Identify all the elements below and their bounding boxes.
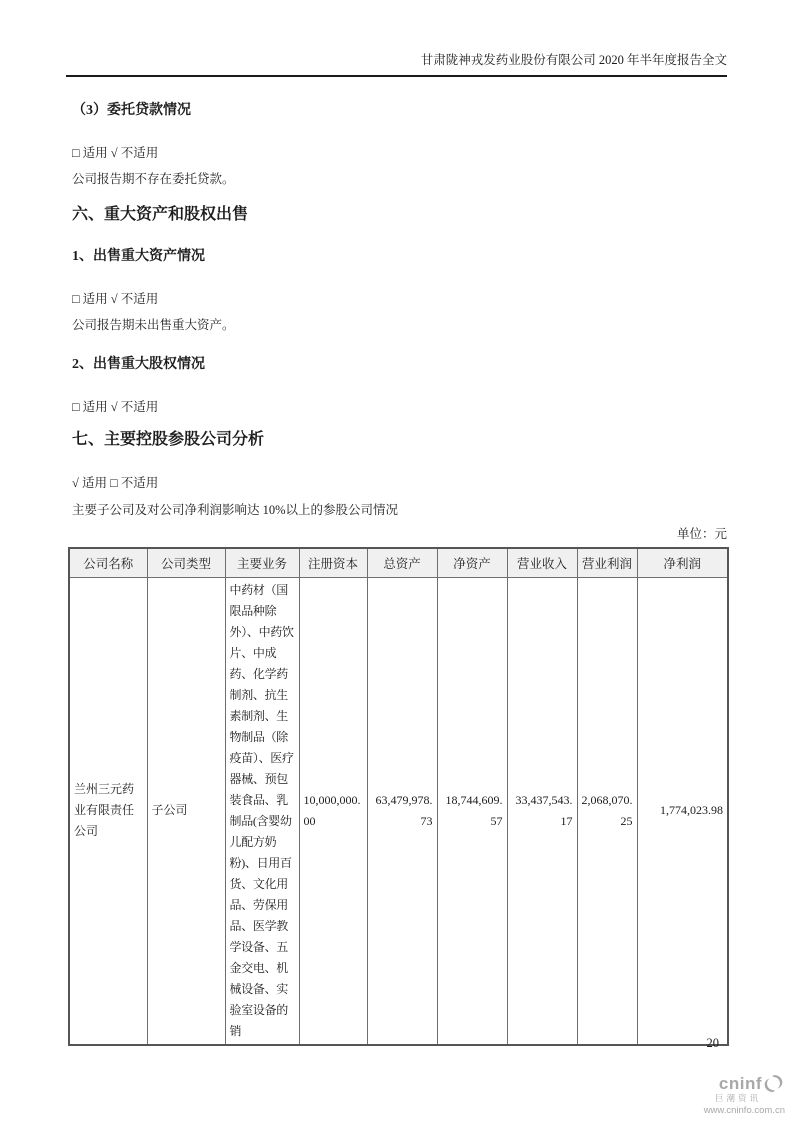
section-seven-title: 七、主要控股参股公司分析 [72, 431, 265, 448]
entrusted-loans-applicability: □ 适用 √ 不适用 [72, 146, 159, 160]
cell-net-assets: 18,744,609.57 [437, 577, 507, 1045]
page-number: 20 [706, 1036, 719, 1050]
col-header-total-assets: 总资产 [367, 548, 437, 577]
asset-sale-title: 1、出售重大资产情况 [72, 249, 205, 264]
col-header-main-business: 主要业务 [225, 548, 299, 577]
asset-sale-applicability: □ 适用 √ 不适用 [72, 292, 159, 306]
subsidiaries-table [68, 547, 729, 1046]
equity-sale-title: 2、出售重大股权情况 [72, 357, 205, 372]
col-header-net-assets: 净资产 [437, 548, 507, 577]
col-header-operating-profit: 营业利润 [577, 548, 637, 577]
subsidiaries-intro: 主要子公司及对公司净利润影响达 10%以上的参股公司情况 [72, 503, 399, 517]
section-entrusted-loans-title: （3）委托贷款情况 [72, 103, 191, 118]
asset-sale-note: 公司报告期未出售重大资产。 [72, 318, 235, 332]
cell-company-type: 子公司 [147, 577, 225, 1045]
entrusted-loans-note: 公司报告期不存在委托贷款。 [72, 172, 235, 186]
section-six-title: 六、重大资产和股权出售 [72, 206, 249, 223]
cninfo-chinese-name: 巨潮资讯 [714, 1093, 761, 1103]
col-header-company-type: 公司类型 [147, 548, 225, 577]
col-header-company-name: 公司名称 [69, 548, 147, 577]
cell-operating-profit: 2,068,070.25 [577, 577, 637, 1045]
cninfo-swirl-icon [764, 1074, 783, 1093]
cninfo-brand-row [667, 1074, 787, 1093]
unit-label: 单位：元 [676, 527, 727, 541]
table-row [69, 577, 728, 1045]
col-header-operating-revenue: 营业收入 [507, 548, 577, 577]
document-header-title: 甘肃陇神戎发药业股份有限公司 2020 年半年度报告全文 [420, 53, 727, 67]
cell-net-profit: 1,774,023.98 [637, 577, 728, 1045]
page-content [72, 102, 727, 1046]
equity-sale-applicability: □ 适用 √ 不适用 [72, 400, 159, 414]
cell-company-name: 兰州三元药业有限责任公司 [69, 577, 147, 1045]
cell-operating-revenue: 33,437,543.17 [507, 577, 577, 1045]
cell-main-business: 中药材（国限品种除外）、中药饮片、中成药、化学药制剂、抗生素制剂、生物制品（除疫苗）、医疗器械、预包装食品、乳制品(含婴幼儿配方奶粉)、日用百货、文化用品、劳保用品、医学教学设备、五金交电、机械设备、实验室设备的销 [225, 577, 299, 1045]
cninfo-logo [667, 1074, 787, 1115]
table-header-row [69, 548, 728, 577]
subsidiaries-applicability: √ 适用 □ 不适用 [72, 476, 159, 490]
cninfo-url: www.cninfo.com.cn [703, 1104, 785, 1116]
col-header-registered-capital: 注册资本 [299, 548, 367, 577]
cell-total-assets: 63,479,978.73 [367, 577, 437, 1045]
col-header-net-profit: 净利润 [637, 548, 728, 577]
document-header [66, 52, 727, 77]
cell-registered-capital: 10,000,000.00 [299, 577, 367, 1045]
cninfo-brand-text: cninf [718, 1074, 762, 1093]
